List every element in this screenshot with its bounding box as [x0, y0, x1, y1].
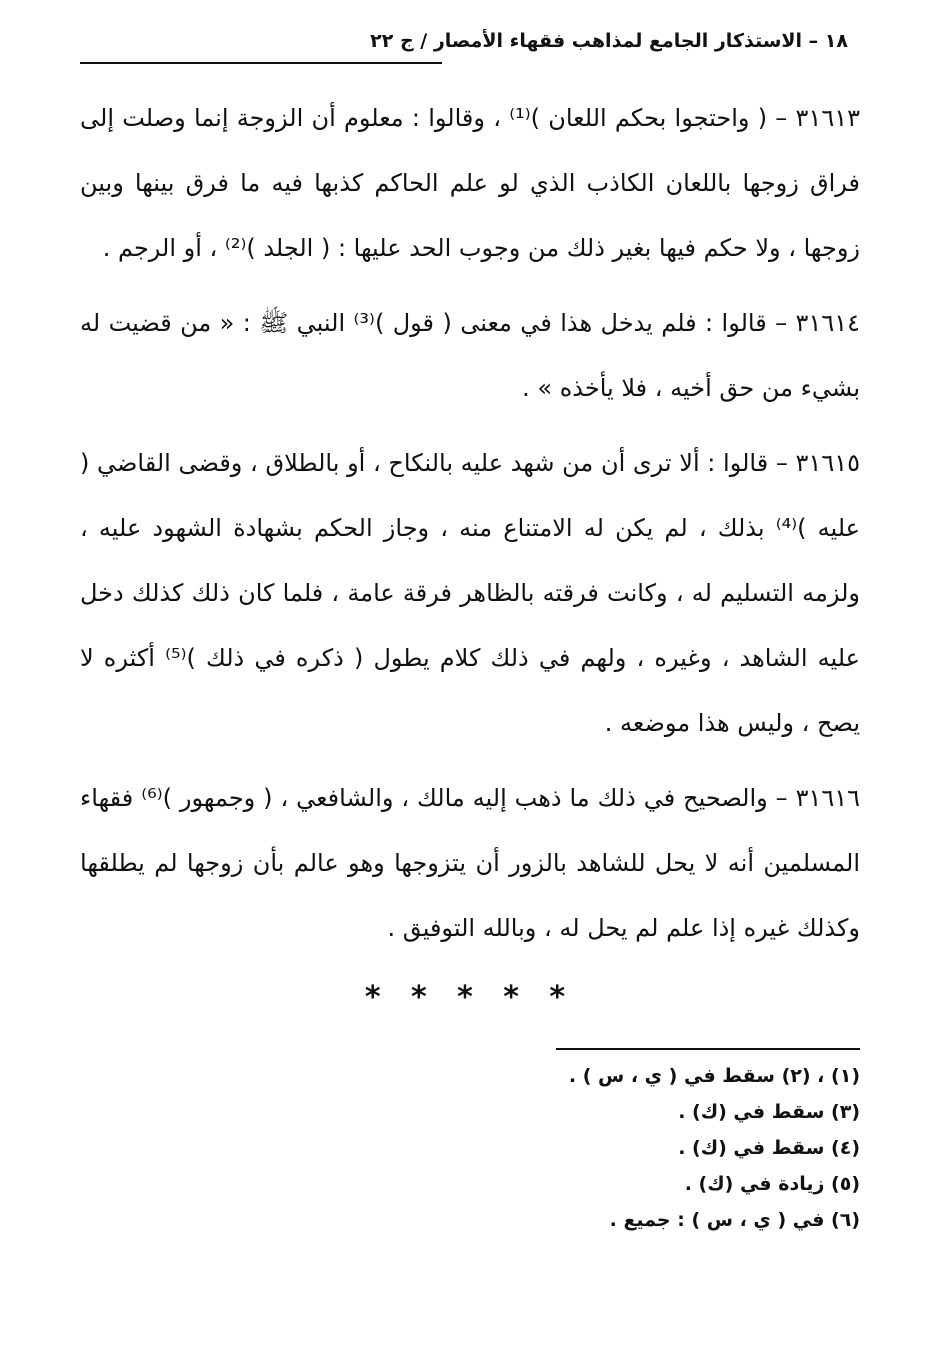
paragraph-31615: ٣١٦١٥ – قالوا : ألا ترى أن من شهد عليه بالنكاح ، أو بالطلاق ، وقضى القاضي ( عليه )⁽⁴⁾ بذلك ، لم يكن له الامتناع منه ، وجاز الحكم بشهادة الشهود عليه ، ولزمه التسليم له ، وكانت فرقته بالظاهر فرقة عامة ، فلما كان ذلك كذلك دخل عليه الشاهد ، وغيره ، ولهم في ذلك كلام يطول ( ذكره في ذلك )⁽⁵⁾ أكثره لا يصح ، وليس هذا موضعه . — [80, 449, 861, 737]
running-header: ١٨ – الاستذكار الجامع لمذاهب فقهاء الأمصار / ج ٢٢ — [370, 30, 848, 52]
paragraph-31616: ٣١٦١٦ – والصحيح في ذلك ما ذهب إليه مالك ، والشافعي ، ( وجمهور )⁽⁶⁾ فقهاء المسلمين أنه لا يحل للشاهد بالزور أن يتزوجها وهو عالم بأن زوجها لم يطلقها وكذلك غيره إذا علم لم يحل له ، وبالله التوفيق . — [80, 784, 861, 942]
section-separator: * * * * * — [364, 980, 576, 1015]
paragraph-31614: ٣١٦١٤ – قالوا : فلم يدخل هذا في معنى ( قول )⁽³⁾ النبي ﷺ : « من قضيت له بشيء من حق أخيه ، فلا يأخذه » . — [80, 309, 860, 402]
footnote-4: (٤) سقط في (ك) . — [678, 1137, 860, 1159]
footnote-1-2: (١) ، (٢) سقط في ( ي ، س ) . — [568, 1065, 860, 1087]
footnote-6: (٦) في ( ي ، س ) : جميع . — [609, 1209, 860, 1231]
body-text — [80, 86, 860, 971]
footnotes — [360, 1058, 860, 1238]
footnote-3: (٣) سقط في (ك) . — [678, 1101, 860, 1123]
footnote-5: (٥) زيادة في (ك) . — [684, 1173, 860, 1195]
paragraph-31613: ٣١٦١٣ – ( واحتجوا بحكم اللعان )⁽¹⁾ ، وقالوا : معلوم أن الزوجة إنما وصلت إلى فراق زوجها باللعان الكاذب الذي لو علم الحاكم كذبها فيه ما فرق بينها وبين زوجها ، ولا حكم فيها بغير ذلك من وجوب الحد عليها : ( الجلد )⁽²⁾ ، أو الرجم . — [80, 104, 860, 262]
footnote-rule — [556, 1048, 860, 1050]
header-rule — [80, 62, 442, 64]
